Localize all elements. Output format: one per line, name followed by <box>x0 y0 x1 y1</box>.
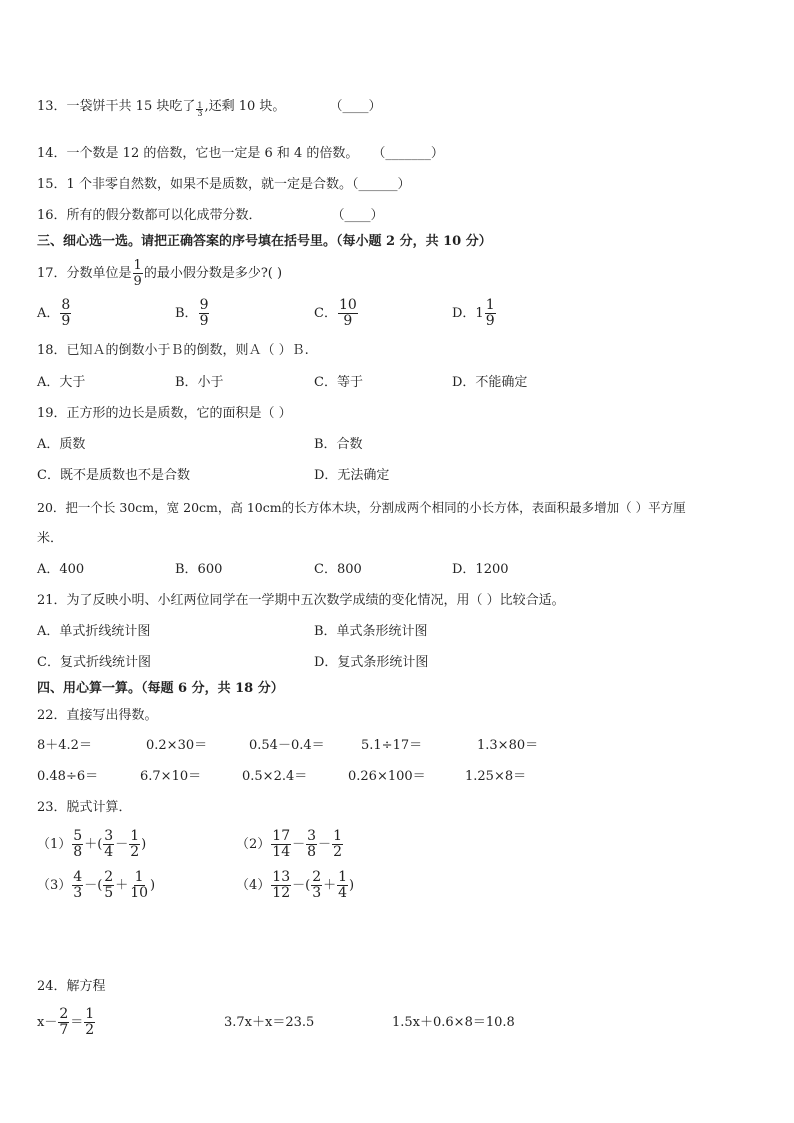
question-14: 14．一个数是 12 的倍数，它也一定是 6 和 4 的倍数。 （_______） <box>37 146 444 161</box>
question-18: 18．已知Ａ的倒数小于Ｂ的倒数，则Ａ（ ）Ｂ. <box>37 343 309 358</box>
fraction: $\frac{1}{2}$ <box>85 1006 95 1038</box>
fraction: $\frac{13}{12}$ <box>272 869 291 901</box>
option-d[interactable]: D．无法确定 <box>314 468 390 483</box>
option-d[interactable]: D．1 $\frac{1}{9}$ <box>452 297 495 329</box>
option-a[interactable]: A．质数 <box>37 437 86 452</box>
option-d[interactable]: D．1200 <box>452 562 509 577</box>
fraction: $\frac{9}{9}$ <box>199 297 209 329</box>
fraction: $\frac{1}{2}$ <box>333 828 342 860</box>
expr-1: （1） $\frac{5}{8}$ ＋( $\frac{3}{4}$ － $\frac{1}{2}$ ) <box>37 828 147 860</box>
calc-item: 5.1÷17＝ <box>361 738 423 753</box>
question-13: 13．一袋饼干共 15 块吃了 $\frac{1}{3}$ ,还剩 10 块。 （____） <box>37 99 382 118</box>
calc-item: 1.3×80＝ <box>477 738 539 753</box>
question-23: 23．脱式计算． <box>37 800 132 815</box>
option-a[interactable]: A． $\frac{8}{9}$ <box>37 297 71 329</box>
expr-4: （4） $\frac{13}{12}$ －( $\frac{2}{3}$ ＋ $\frac{1}{4}$ ) <box>236 869 355 901</box>
question-16: 16．所有的假分数都可以化成带分数． （____） <box>37 208 384 223</box>
fraction: $\frac{1}{10}$ <box>130 869 149 901</box>
option-d[interactable]: D．复式条形统计图 <box>314 655 429 670</box>
fraction: $\frac{1}{4}$ <box>338 869 348 901</box>
fraction: $\frac{8}{9}$ <box>61 297 71 329</box>
equation-2: 3.7x＋x＝23.5 <box>224 1015 315 1030</box>
question-24: 24．解方程 <box>37 979 106 994</box>
calc-item: 1.25×8＝ <box>465 769 527 784</box>
question-20: 20．把一个长 30cm，宽 20cm，高 10cm的长方体木块，分割成两个相同的小长方体，表面积最多增加（ ）平方厘 <box>37 500 686 515</box>
fraction: $\frac{1}{9}$ <box>485 297 495 329</box>
answer-blank[interactable]: （_______） <box>372 146 444 161</box>
option-d[interactable]: D．不能确定 <box>452 375 528 390</box>
calc-item: 0.48÷6＝ <box>37 769 99 784</box>
fraction: $\frac{2}{5}$ <box>104 869 114 901</box>
option-b[interactable]: B．600 <box>175 562 223 577</box>
option-b[interactable]: B．单式条形统计图 <box>314 624 428 639</box>
option-c[interactable]: C．800 <box>314 562 362 577</box>
fraction: $\frac{5}{8}$ <box>73 828 83 860</box>
option-a[interactable]: A．400 <box>37 562 85 577</box>
calc-item: 0.5×2.4＝ <box>242 769 308 784</box>
option-b[interactable]: B．小于 <box>175 375 224 390</box>
section-4-heading: 四、用心算一算。（每题 6 分，共 18 分） <box>37 681 284 696</box>
fraction: $\frac{3}{4}$ <box>104 828 114 860</box>
fraction: $\frac{17}{14}$ <box>272 828 291 860</box>
calc-item: 0.54－0.4＝ <box>249 738 325 753</box>
fraction: $\frac{1}{2}$ <box>130 828 140 860</box>
answer-blank[interactable]: （____） <box>331 208 384 223</box>
calc-item: 8＋4.2＝ <box>37 738 92 753</box>
option-c[interactable]: C．复式折线统计图 <box>37 655 151 670</box>
question-19: 19．正方形的边长是质数，它的面积是（ ） <box>37 406 292 421</box>
option-c[interactable]: C． $\frac{10}{9}$ <box>314 297 357 329</box>
fraction: $\frac{4}{3}$ <box>73 869 83 901</box>
expr-3: （3） $\frac{4}{3}$ －( $\frac{2}{5}$ ＋ $\frac{1}{10}$ ) <box>37 869 156 901</box>
calc-item: 0.2×30＝ <box>146 738 208 753</box>
question-20-cont: 米． <box>37 531 64 546</box>
option-b[interactable]: B． $\frac{9}{9}$ <box>175 297 209 329</box>
section-3-heading: 三、细心选一选。请把正确答案的序号填在括号里。（每小题 2 分，共 10 分） <box>37 234 492 249</box>
calc-item: 0.26×100＝ <box>348 769 426 784</box>
fraction: $\frac{10}{9}$ <box>338 297 357 329</box>
fraction: $\frac{2}{7}$ <box>59 1006 69 1038</box>
fraction: $\frac{1}{9}$ <box>133 258 142 289</box>
option-c[interactable]: C．等于 <box>314 375 363 390</box>
equation-3: 1.5x＋0.6×8＝10.8 <box>392 1015 515 1030</box>
fraction: $\frac{1}{3}$ <box>197 101 203 118</box>
option-b[interactable]: B．合数 <box>314 437 363 452</box>
answer-blank[interactable]: （____） <box>329 99 382 114</box>
fraction: $\frac{3}{8}$ <box>307 828 317 860</box>
question-21: 21．为了反映小明、小红两位同学在一学期中五次数学成绩的变化情况，用（ ）比较合适。 <box>37 593 565 608</box>
option-c[interactable]: C．既不是质数也不是合数 <box>37 468 190 483</box>
option-a[interactable]: A．大于 <box>37 375 86 390</box>
calc-item: 6.7×10＝ <box>140 769 202 784</box>
question-15: 15．1 个非零自然数，如果不是质数，就一定是合数。（______） <box>37 177 411 192</box>
equation-1: x－ $\frac{2}{7}$ ＝ $\frac{1}{2}$ <box>37 1006 95 1038</box>
question-17: 17．分数单位是 $\frac{1}{9}$ 的最小假分数是多少?( ) <box>37 258 283 289</box>
expr-2: （2） $\frac{17}{14}$ － $\frac{3}{8}$ － $\frac{1}{2}$ <box>236 828 342 860</box>
question-22: 22．直接写出得数。 <box>37 708 158 723</box>
option-a[interactable]: A．单式折线统计图 <box>37 624 151 639</box>
fraction: $\frac{2}{3}$ <box>312 869 322 901</box>
